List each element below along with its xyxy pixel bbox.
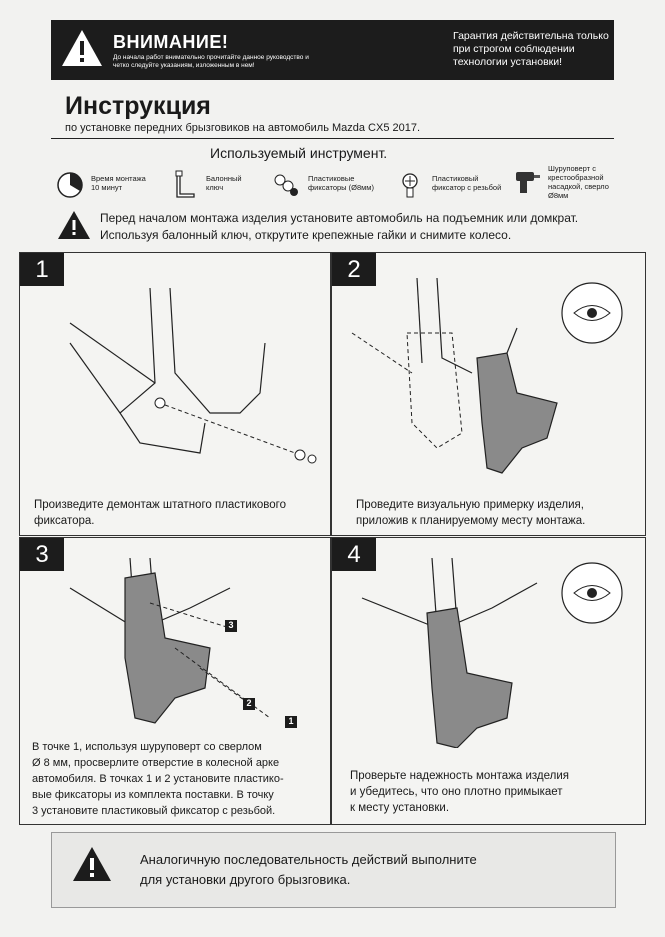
caption-line: Проведите визуальную примерку изделия,: [356, 499, 584, 511]
step-1-illustration: [60, 283, 330, 493]
step-2-illustration: [342, 273, 642, 488]
point-label: 3: [228, 620, 234, 630]
step-3-illustration: [60, 548, 330, 738]
caption-line: Проверьте надежность монтажа изделия: [350, 770, 570, 782]
banner-subtitle: До начала работ внимательно прочитайте данное руководство и четко следуйте указаниям, изложенным в нем!: [113, 54, 309, 69]
notice-line: Перед началом монтажа изделия установите автомобиль на подъемник или домкрат.: [100, 211, 579, 225]
tool-label: Шуруповерт с крестообразной насадкой, сверло Ø8мм: [548, 164, 609, 200]
caption-line: и убедитесь, что оно плотно примыкает: [350, 786, 563, 798]
tool-item: [512, 164, 622, 204]
point-label: 1: [288, 716, 294, 726]
tool-label: Время монтажа 10 минут: [91, 174, 146, 192]
caption-line: автомобиля. В точках 1 и 2 установите пластико-: [32, 773, 284, 785]
drill-icon: [512, 166, 542, 196]
caption-line: 3 установите пластиковый фиксатор с резьбой.: [32, 805, 276, 817]
step-panel-3: [19, 537, 331, 825]
caption-line: В точке 1, используя шуруповерт со сверлом: [32, 741, 262, 753]
point-label: 2: [246, 698, 252, 708]
tool-label: Пластиковые фиксаторы (Ø8мм): [308, 174, 374, 192]
caption-line: приложив к планируемому месту монтажа.: [356, 515, 586, 527]
tools-title: Используемый инструмент.: [210, 145, 388, 161]
plastic-clip-icon: [272, 170, 302, 200]
step-panel-1: [19, 252, 331, 536]
step-panel-2: [331, 252, 646, 536]
step-number: 2: [332, 253, 376, 286]
step-number: 1: [20, 253, 64, 286]
caption-line: Ø 8 мм, просверлите отверстие в колесной арке: [32, 757, 280, 769]
tool-item: [272, 168, 392, 208]
caption-line: вые фиксаторы из комплекта поставки. В точку: [32, 789, 274, 801]
caption-line: к месту установки.: [350, 802, 450, 814]
step-number: 3: [20, 538, 64, 571]
warning-triangle-icon: [60, 28, 104, 68]
footer-text: [140, 850, 477, 890]
divider: [51, 138, 614, 139]
page-title: Инструкция: [65, 92, 211, 120]
tool-item: [55, 168, 175, 208]
tool-label: Пластиковый фиксатор с резьбой: [432, 174, 502, 192]
wrench-icon: [170, 170, 200, 200]
tool-label: Балонный ключ: [206, 174, 242, 192]
warning-triangle-icon: [57, 210, 91, 240]
step-panel-4: [331, 537, 646, 825]
banner-title: ВНИМАНИЕ!: [113, 32, 229, 52]
page-subtitle: по установке передних брызговиков на автомобиль Mazda CX5 2017.: [65, 122, 421, 134]
warning-triangle-icon: [72, 846, 112, 882]
step-4-illustration: [352, 548, 642, 748]
notice-text: [100, 210, 600, 244]
tool-item: [396, 168, 516, 208]
caption-line: Произведите демонтаж штатного пластикового: [34, 499, 287, 511]
footer-line: для установки другого брызговика.: [140, 872, 351, 887]
threaded-clip-icon: [396, 170, 426, 200]
footer-line: Аналогичную последовательность действий выполните: [140, 852, 477, 867]
clock-icon: [55, 170, 85, 200]
warranty-note: Гарантия действительна только при строгом соблюдении технологии установки!: [453, 30, 609, 68]
caption-line: фиксатора.: [34, 515, 95, 527]
notice-line: Используя балонный ключ, открутите крепежные гайки и снимите колесо.: [100, 228, 512, 242]
step-number: 4: [332, 538, 376, 571]
